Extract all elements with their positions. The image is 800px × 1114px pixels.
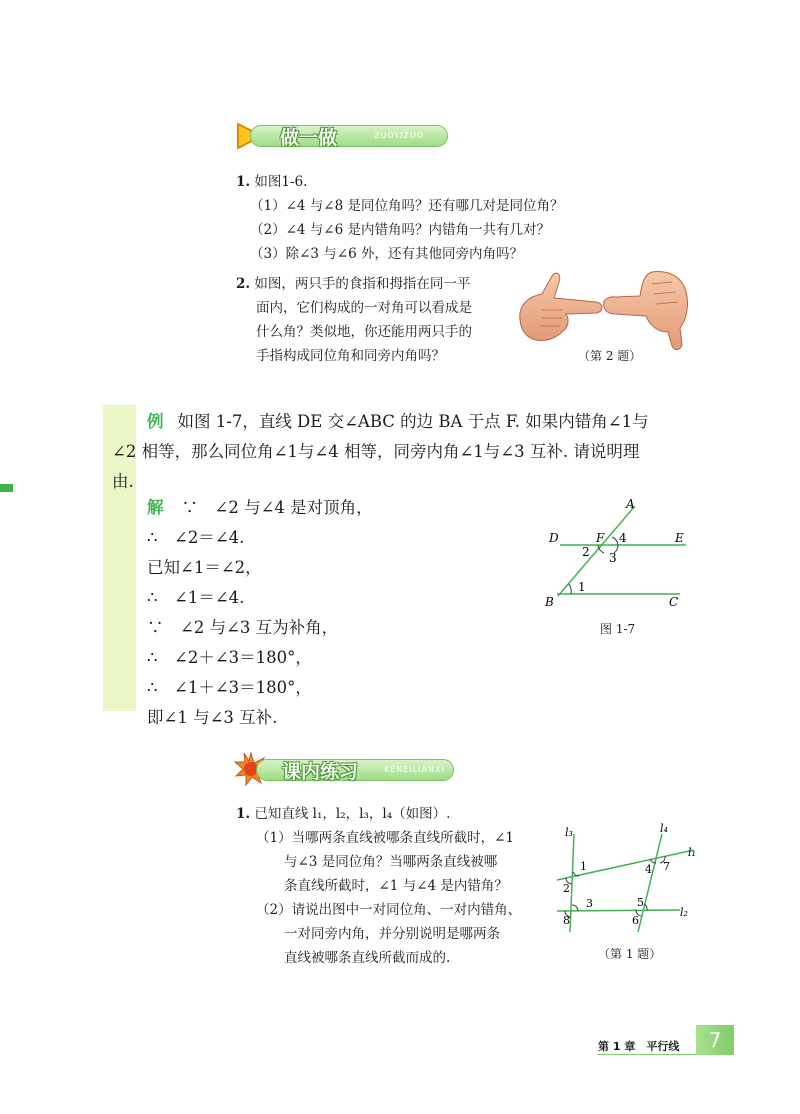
activity-title: 做一做 xyxy=(280,127,338,149)
practice-pinyin: KENEILIANXI xyxy=(384,765,445,774)
example-line: ∠2 相等，那么同位角∠1与∠4 相等，同旁内角∠1与∠3 互补. 请说明理 xyxy=(112,442,640,461)
angle-3-label: 3 xyxy=(609,551,617,565)
angle-7-label: 7 xyxy=(663,860,670,873)
label-A: A xyxy=(626,497,635,511)
practice-q1-number: 1. xyxy=(236,806,251,822)
solution-block xyxy=(147,493,527,733)
practice-sub-line: 条直线所截时，∠1 与∠4 是内错角？ xyxy=(284,878,508,894)
q1-item: （3）除∠3 与∠6 外，还有其他同旁内角吗？ xyxy=(250,246,523,262)
practice-sub-line: 一对同旁内角，并分别说明是哪两条 xyxy=(284,926,500,942)
hands-caption: （第 2 题） xyxy=(578,349,642,363)
activity-q1 xyxy=(236,170,656,266)
angle-4-label: 4 xyxy=(645,863,652,876)
example-label: 例 xyxy=(147,412,164,431)
figure-1-7-caption: 图 1-7 xyxy=(600,622,636,636)
q2-line: 手指构成同位角和同旁内角吗？ xyxy=(256,348,445,364)
angle-8-label: 8 xyxy=(563,914,570,927)
solution-line: ∴ ∠2＝∠4. xyxy=(147,528,245,547)
q2-line: 如图，两只手的食指和拇指在同一平 xyxy=(254,276,471,292)
side-tab-marker xyxy=(0,484,13,492)
q2-line: 什么角？类似地，你还能用两只手的 xyxy=(256,324,472,340)
practice-sub-line: 直线被哪条直线所截而成的. xyxy=(284,950,451,966)
angle-4-label: 4 xyxy=(619,531,627,545)
activity-q2 xyxy=(236,272,516,368)
page-number: 7 xyxy=(696,1025,734,1055)
chapter-label: 第 1 章 平行线 xyxy=(598,1040,680,1053)
q2-number: 2. xyxy=(236,276,251,292)
example-line: 如图 1-7，直线 DE 交∠ABC 的边 BA 于点 F. 如果内错角∠1与 xyxy=(177,412,649,431)
angle-5-label: 5 xyxy=(637,896,644,909)
figure-1-7 xyxy=(540,496,700,616)
label-E: E xyxy=(675,531,684,545)
solution-line: ∴ ∠2＋∠3＝180°， xyxy=(147,648,312,667)
angle-2-label: 2 xyxy=(563,882,570,895)
activity-banner xyxy=(236,122,450,148)
q1-number: 1. xyxy=(236,174,251,190)
example-statement xyxy=(112,407,702,497)
solution-label: 解 xyxy=(147,498,164,517)
label-C: C xyxy=(669,595,679,609)
solution-line: ∴ ∠1＝∠4. xyxy=(147,588,245,607)
example-line: 由. xyxy=(112,472,134,491)
angle-6-label: 6 xyxy=(632,914,639,927)
solution-line: ∵ ∠2 与∠3 互为补角， xyxy=(147,618,339,637)
label-D: D xyxy=(549,531,559,545)
practice-q1-text: 已知直线 l₁，l₂，l₃，l₄（如图）. xyxy=(254,806,451,822)
practice-sub-line: 与∠3 是同位角？当哪两条直线被哪 xyxy=(284,854,498,870)
label-l4: l₄ xyxy=(660,822,668,835)
q1-text: 如图1-6. xyxy=(254,174,308,190)
hands-illustration xyxy=(512,266,692,356)
solution-line: 已知∠1＝∠2， xyxy=(147,558,262,577)
label-l2: l₂ xyxy=(680,906,688,919)
practice-sub-line: （2）请说出图中一对同位角、一对内错角、 xyxy=(256,902,522,918)
label-l1: l₁ xyxy=(688,846,696,859)
label-F: F xyxy=(596,531,605,545)
practice-banner xyxy=(236,756,456,782)
solution-line: 即∠1 与∠3 互补. xyxy=(147,708,278,727)
solution-line: ∵ ∠2 与∠4 是对顶角， xyxy=(181,498,373,517)
activity-pinyin: ZUOYIZUO xyxy=(374,131,425,140)
practice-q1 xyxy=(236,802,556,970)
practice-figure xyxy=(552,820,712,942)
label-B: B xyxy=(545,595,554,609)
q1-item: （1）∠4 与∠8 是同位角吗？还有哪几对是同位角？ xyxy=(250,198,564,214)
angle-1-label: 1 xyxy=(580,860,587,873)
solution-line: ∴ ∠1＋∠3＝180°， xyxy=(147,678,312,697)
practice-figure-caption: （第 1 题） xyxy=(598,947,662,961)
practice-title: 课内练习 xyxy=(282,761,359,783)
angle-1-label: 1 xyxy=(578,580,586,594)
practice-sub-line: （1）当哪两条直线被哪条直线所截时，∠1 xyxy=(256,830,514,846)
q1-item: （2）∠4 与∠6 是内错角吗？内错角一共有几对？ xyxy=(250,222,550,238)
angle-2-label: 2 xyxy=(582,545,590,559)
label-l3: l₃ xyxy=(565,826,573,839)
angle-3-label: 3 xyxy=(586,897,593,910)
q2-line: 面内，它们构成的一对角可以看成是 xyxy=(256,300,472,316)
